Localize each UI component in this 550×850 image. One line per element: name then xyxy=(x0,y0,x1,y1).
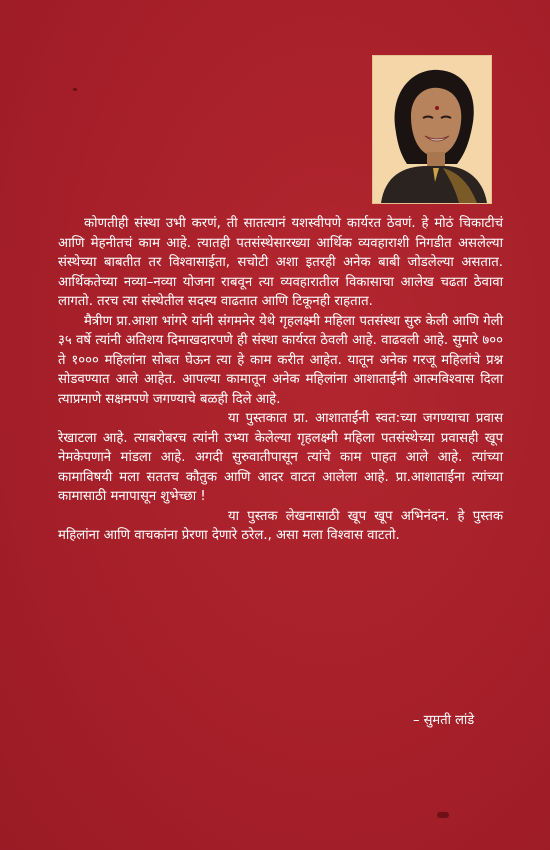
author-portrait-illustration xyxy=(373,56,491,203)
blurb-paragraph-2: मैत्रीण प्रा.आशा भांगरे यांनी संगमनेर येथे गृहलक्ष्मी महिला पतसंस्था सुरु केली आणि गेली ३५ वर्षे त्यांनी अतिशय दिमाखदारपणे ही संस्था कार्यरत ठेवली आहे. वाढवली आहे. सुमारे ७०० ते १००० महिलांना सोबत घेऊन त्या हे काम करीत आहेत. यातून अनेक गरजू महिलांचे प्रश्न सोडवण्यात आले आहेत. आपल्या कामातून अनेक महिलांना आशाताईंनी आत्मविश्वास दिला त्याप्रमाणे सक्षमपणे जगण्याचे बळही दिले आहे. xyxy=(58,313,503,407)
blurb-paragraph-3: या पुस्तकात प्रा. आशाताईंनी स्वत:च्या जगण्याचा प्रवास रेखाटला आहे. त्याबरोबरच त्यांनी उभ्या केलेल्या गृहलक्ष्मी महिला पतसंस्थेच्या प्रवासही खूप नेमकेपणाने मांडला आहे. अगदी सुरुवातीपासून त्यांचे काम पाहत आले आहे. त्यांच्या कामाविषयी मला सततच कौतुक आणि आदर वाटत आलेला आहे. प्रा.आशाताईंना त्यांच्या कामासाठी मनापासून शुभेच्छा ! xyxy=(58,411,503,504)
blurb-text xyxy=(58,214,503,546)
blurb-paragraph-4: या पुस्तक लेखनासाठी खूप खूप अभिनंदन. हे पुस्तक महिलांना आणि वाचकांना प्रेरणा देणारे ठरेल., असा मला विश्वास वाटतो. xyxy=(58,508,503,543)
author-signature: – सुमती लांडे xyxy=(413,713,475,728)
print-speck xyxy=(437,812,449,818)
print-speck xyxy=(73,88,77,91)
author-photo xyxy=(372,55,492,204)
blurb-paragraph-1: कोणतीही संस्था उभी करणं, ती सातत्यानं यशस्वीपणे कार्यरत ठेवणं. हे मोठं चिकाटीचं आणि मेहनीतचं काम आहे. त्यातही पतसंस्थेसारख्या आर्थिक व्यवहाराशी निगडीत असलेल्या संस्थेच्या बाबतीत तर विश्वासाईता, सचोटी अशा इतरही अनेक बाबी जोडलेल्या असतात. आर्थिकतेच्या नव्या–नव्या योजना राबवून त्या व्यवहारातील विकासाचा आलेख चढता ठेवावा लागतो. तरच त्या संस्थेतील सदस्य वाढतात आणि टिकूनही राहतात. xyxy=(58,216,503,309)
